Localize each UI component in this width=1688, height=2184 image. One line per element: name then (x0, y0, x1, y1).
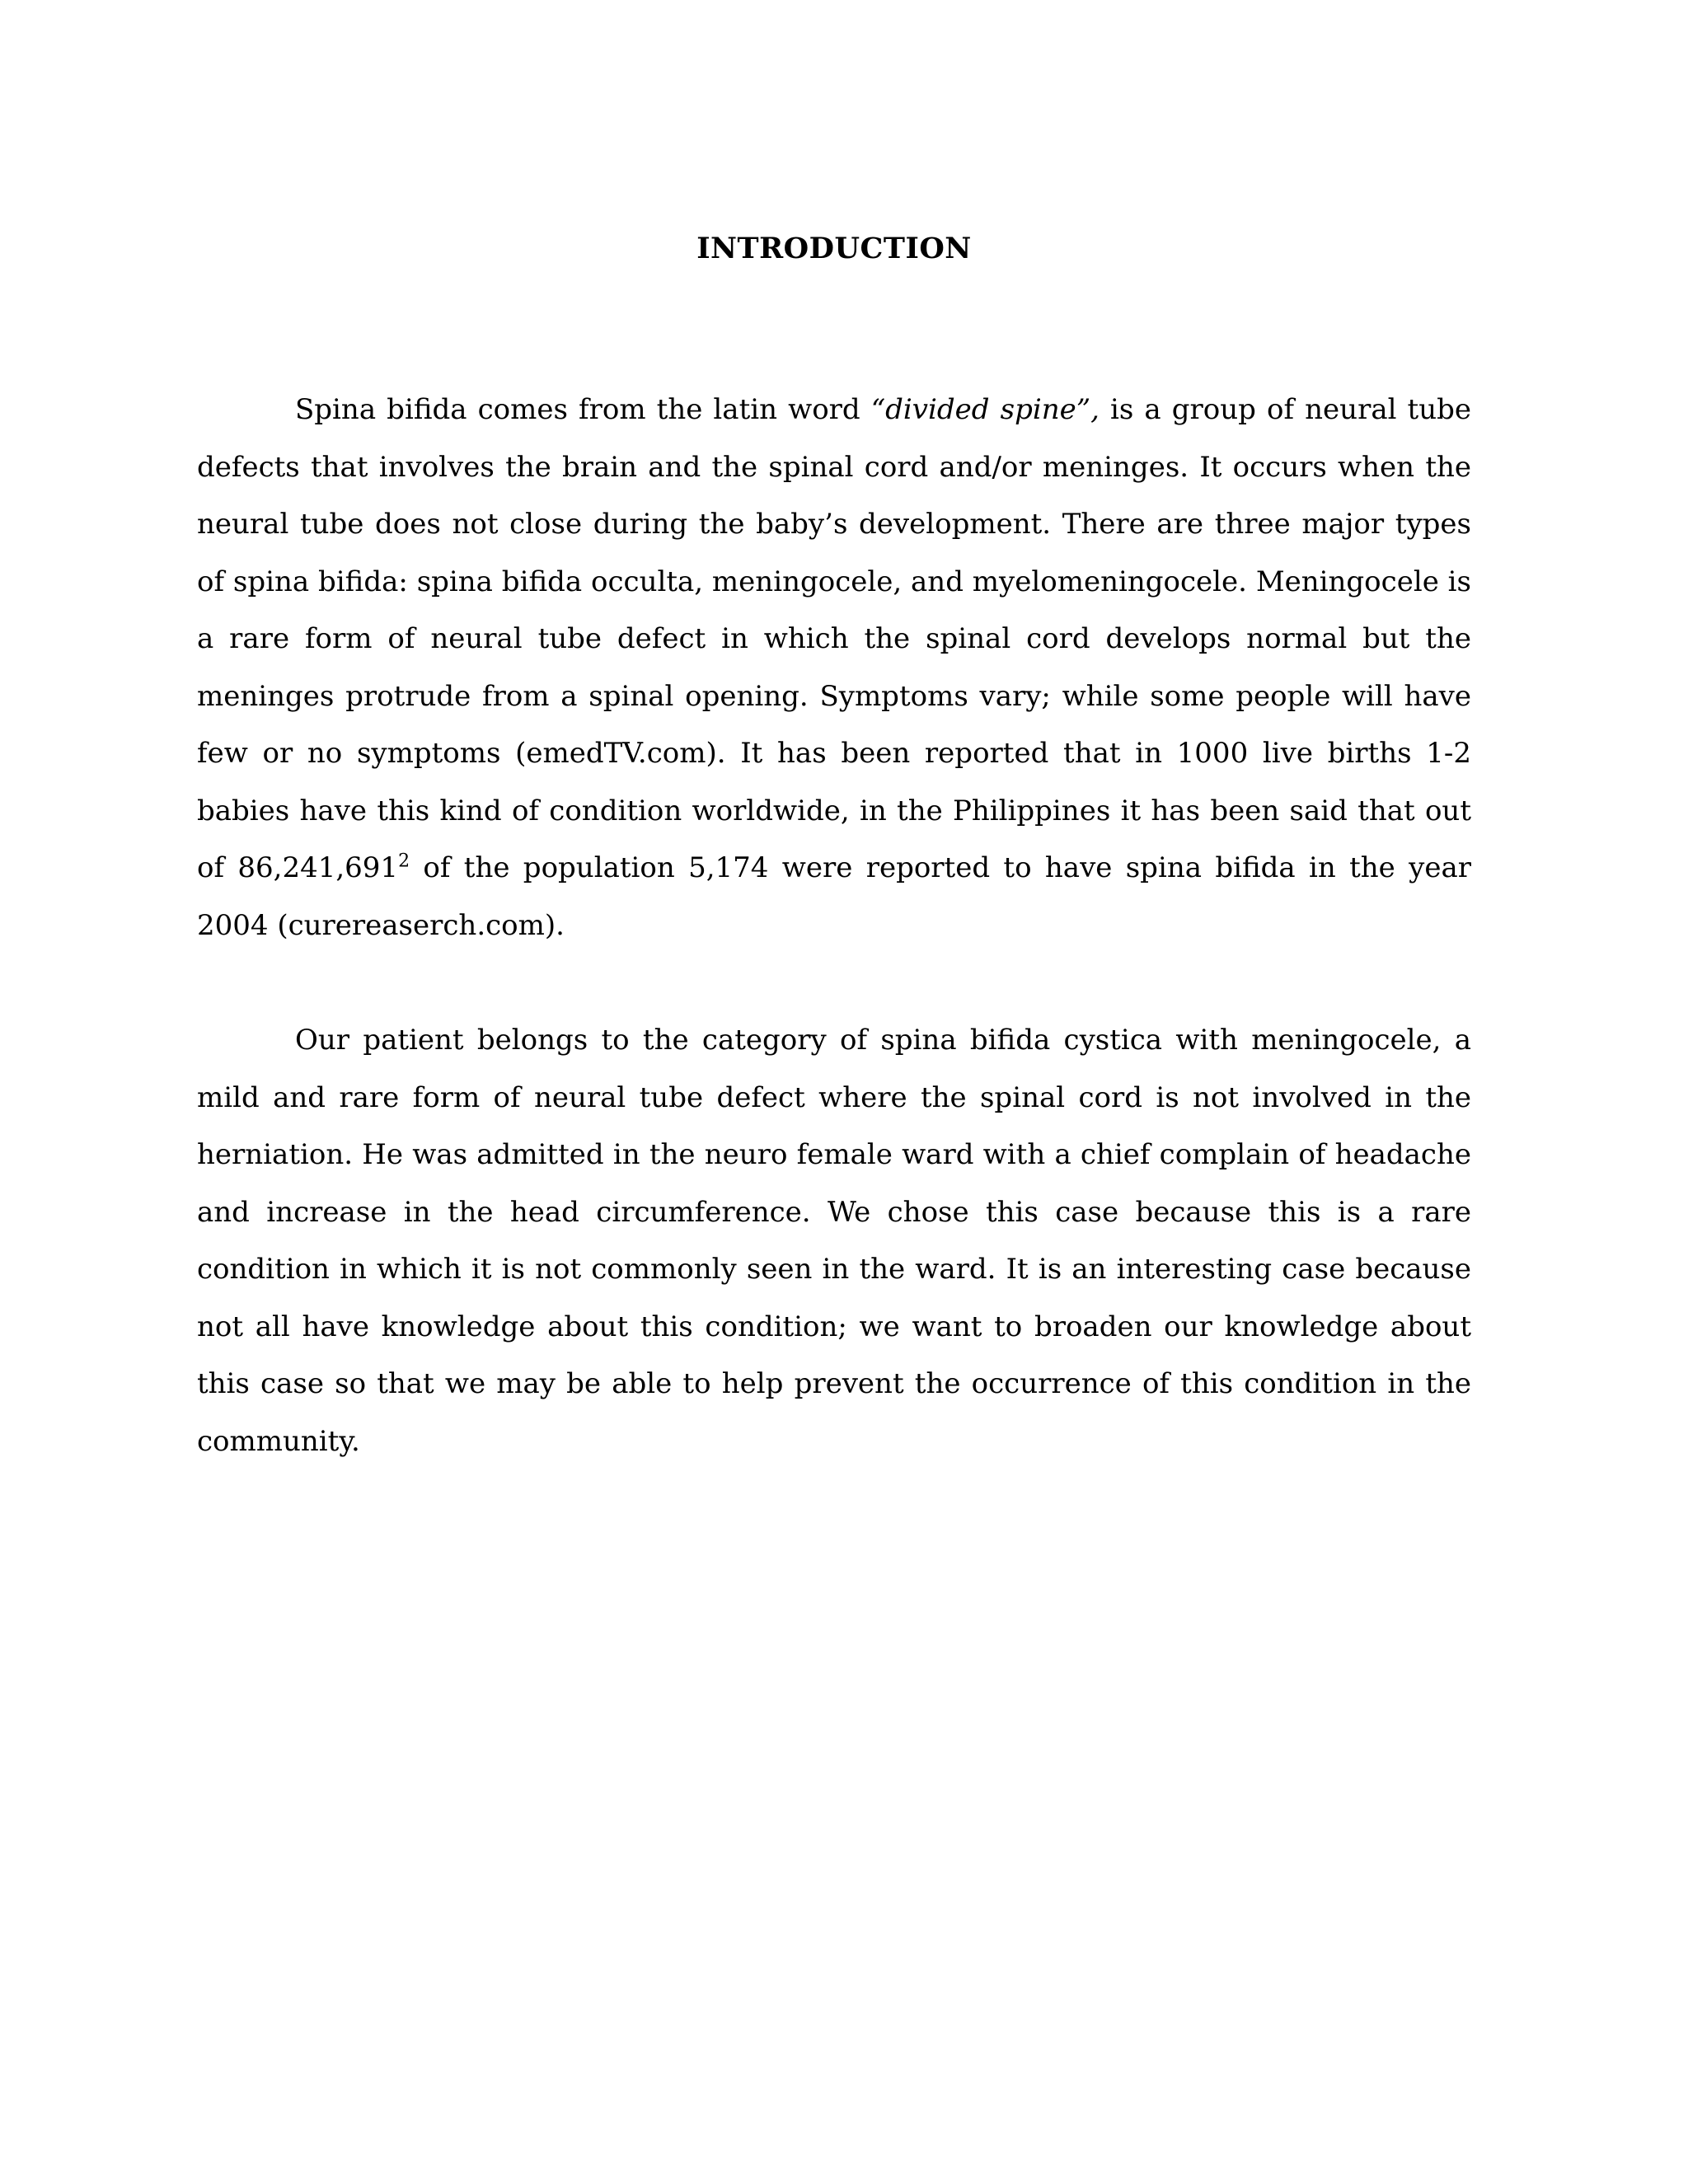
paragraph-2-text: Our patient belongs to the category of spina bifida cystica with meningocele, a mild and rare form of neural tube defect where the spinal cord is not involved in the herniation. He was admitted in the neuro female ward with a chief complain of headache and increase in the head circumference. We chose this case because this is a rare condition in which it is not commonly seen in the ward. It is an interesting case because not all have knowledge about this condition; we want to broaden our knowledge about this case so that we may be able to help prevent the occurrence of this condition in the community. (197, 1024, 1471, 1458)
paragraph-1 (197, 382, 1471, 954)
paragraph-2 (197, 1012, 1471, 1470)
page-title: INTRODUCTION (696, 232, 972, 265)
superscript-note: 2 (398, 851, 410, 872)
paragraph-1-text-middle: is a group of neural tube defects that involves the brain and the spinal cord and/or meninges. It occurs when the neural tube does not close during the baby’s development. There are three major types of spina bifida: spina bifida occulta, meningocele, and myelomeningocele. Meningocele is a rare form of neural tube defect in which the spinal cord develops normal but the meninges protrude from a spinal opening. Symptoms vary; while some people will have few or no symptoms (emedTV.com). It has been reported that in 1000 live births 1-2 babies have this kind of condition worldwide, in the Philippines it has been said that out of 86,241,691 (197, 393, 1471, 884)
italic-term: “divided spine”, (870, 393, 1100, 426)
paragraph-1-text-end: of the population 5,174 were reported to have spina bifida in the year 2004 (curereaserch.com). (197, 851, 1471, 942)
paragraph-1-text-start: Spina bifida comes from the latin word (295, 393, 871, 426)
